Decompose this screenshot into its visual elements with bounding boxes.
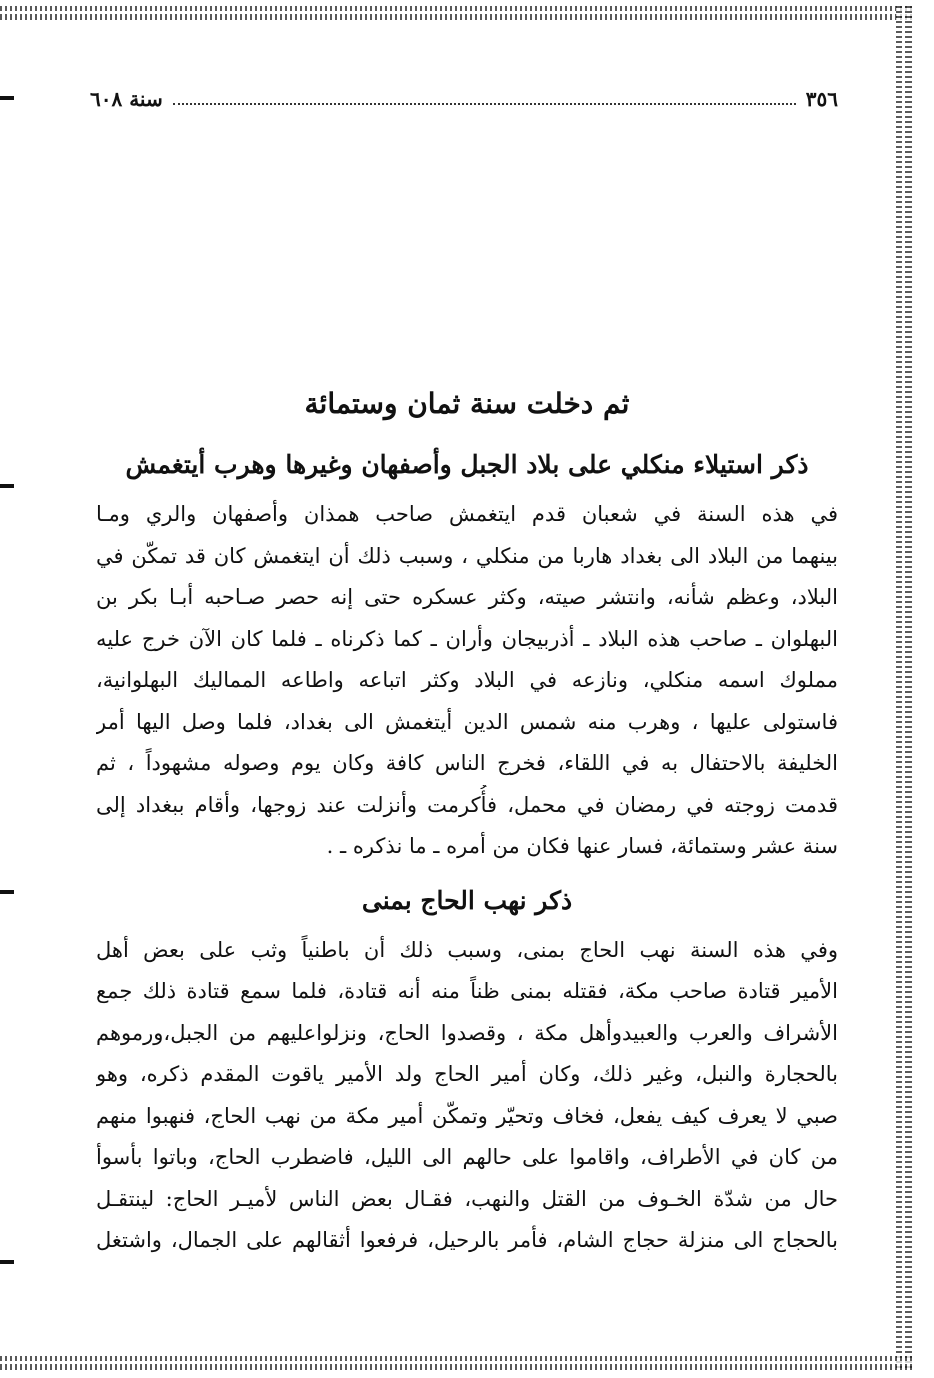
- text-line: الأشراف والعرب والعبيدوأهل مكة ، وقصدوا الحاج، ونزلواعليهم من الجبل،ورموهم: [96, 1020, 838, 1045]
- section-title: ذكر نهب الحاج بمنى: [361, 885, 573, 915]
- text-line: فاستولى عليها ، وهرب منه شمس الدين أيتغمش الى بغداد، فلما وصل اليها أمر: [96, 709, 838, 734]
- header-dot-leader: [173, 93, 796, 105]
- page-header: [90, 84, 838, 114]
- text-line: صبي لا يعرف كيف يفعل، فخاف وتحيّر وتمكّن أمير مكة من نهب الحاج، فنهبوا منهم: [96, 1103, 838, 1128]
- text-line: بالحجاج الى منزلة حجاج الشام، فأمر بالرحيل، فرفعوا أثقالهم على الجمال، واشتغل: [96, 1228, 838, 1252]
- text-line: وفي هذه السنة نهب الحاج بمنى، وسبب ذلك أن باطنياً وثب على بعض أهل: [96, 937, 838, 962]
- text-line: في هذه السنة في شعبان قدم ايتغمش صاحب همذان وأصفهان والري ومـا: [96, 502, 838, 526]
- margin-mark: [0, 96, 14, 100]
- page-body: [96, 380, 838, 1262]
- year-title: ثم دخلت سنة ثمان وستمائة: [304, 387, 630, 420]
- margin-mark: [0, 890, 14, 894]
- text-line: بالحجارة والنبل، وغير ذلك، وكان أمير الحاج ولد الأمير ياقوت المقدم ذكره، وهو: [96, 1062, 838, 1086]
- margin-mark: [0, 484, 14, 488]
- page-number: ٣٥٦: [805, 87, 838, 111]
- text-line: حال من شدّة الخـوف من القتل والنهب، فقـال بعض الناس لأميـر الحاج: لينتقـل: [96, 1186, 838, 1211]
- text-line: من كان في الأطراف، واقاموا على حالهم الى الليل، فاضطرب الحاج، وباتوا بأسوأ: [96, 1145, 838, 1169]
- text-line: البلاد، وعظم شأنه، وانتشر صيته، وكثر عسكره حتى إنه حصر صـاحبه أبـا بكر بن: [96, 585, 838, 609]
- decorative-border-right: [896, 6, 912, 1370]
- decorative-border-bottom: [0, 1356, 912, 1370]
- decorative-border-top: [0, 6, 912, 20]
- text-line: الأمير قتادة صاحب مكة، فقتله بمنى ظناً منه أنه قتادة، فلما سمع قتادة ذلك جمع: [96, 979, 838, 1003]
- section-paragraph: [96, 930, 838, 1262]
- text-line: بينهما من البلاد الى بغداد هاربا من منكلي ، وسبب ذلك أن ايتغمش كان قد تمكّن في: [96, 543, 838, 568]
- text-line: قدمت زوجته في رمضان في محمل، فأُكرمت وأنزلت عند زوجها، وأقام ببغداد إلى: [96, 792, 838, 817]
- text-line: البهلوان ـ صاحب هذه البلاد ـ أذربيجان وأران ـ كما ذكرناه ـ فلما كان الآن خرج عليه: [96, 626, 838, 651]
- text-line: الخليفة بالاحتفال به في اللقاء، فخرج الناس كافة وكان يوم وصوله مشهوداً ، ثم: [96, 751, 838, 775]
- section-paragraph: [96, 494, 838, 868]
- section-title: ذكر استيلاء منكلي على بلاد الجبل وأصفهان وغيرها وهرب أيتغمش: [125, 450, 809, 479]
- text-line: سنة عشر وستمائة، فسار عنها فكان من أمره ـ ما نذكره ـ .: [326, 834, 838, 858]
- text-line: مملوك اسمه منكلي، ونازعه في البلاد وكثر اتباعه واطاعه المماليك البهلوانية،: [96, 668, 838, 692]
- margin-mark: [0, 1260, 14, 1264]
- running-title: سنة ٦٠٨: [90, 87, 163, 111]
